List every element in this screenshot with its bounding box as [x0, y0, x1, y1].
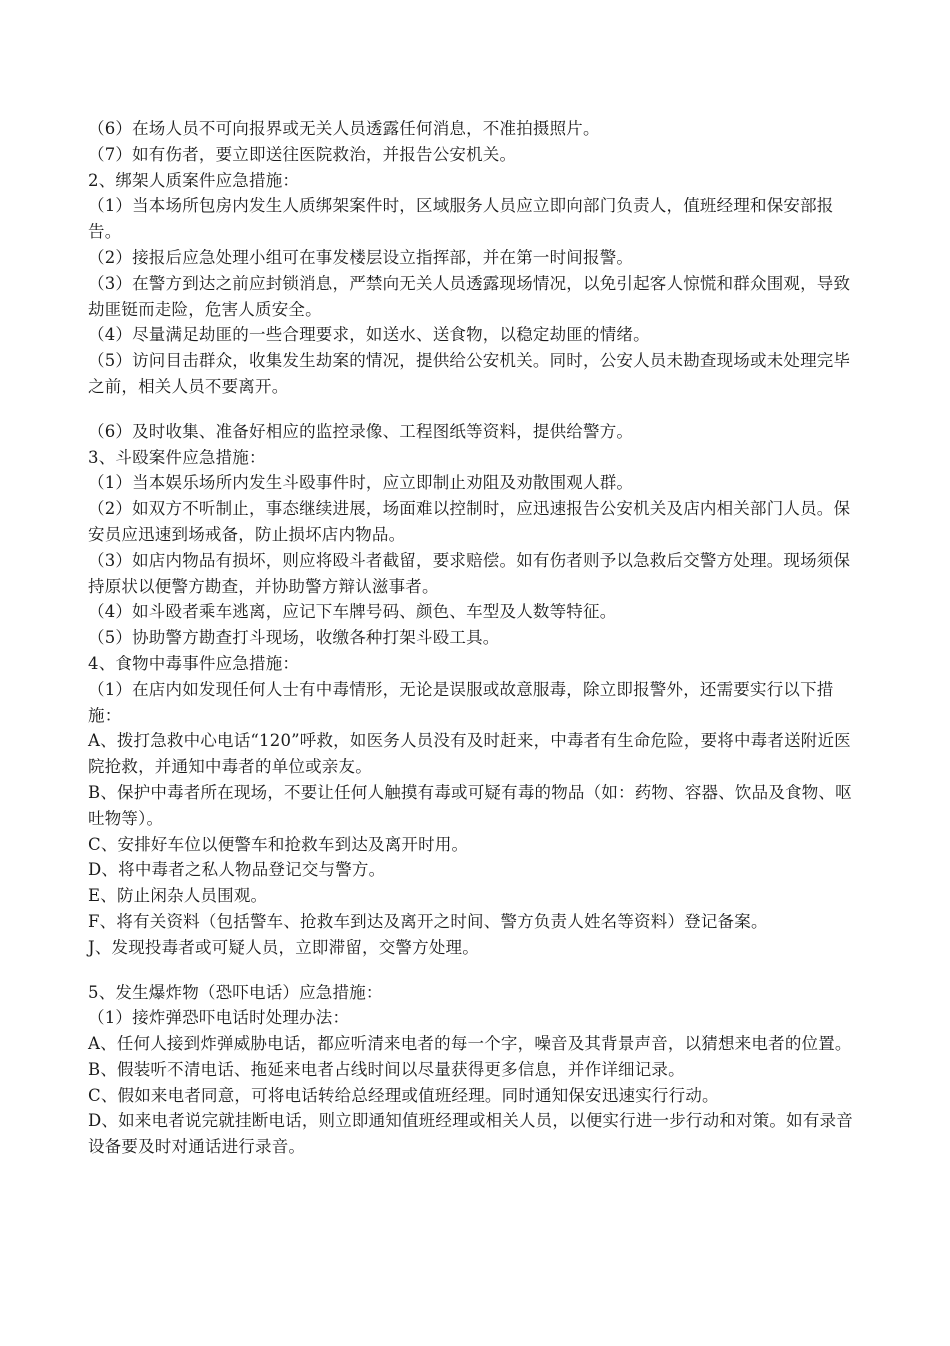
paragraph: B、假装听不清电话、拖延来电者占线时间以尽量获得更多信息，并作详细记录。 [88, 1059, 685, 1079]
blank-line [88, 961, 863, 980]
paragraph: B、保护中毒者所在现场，不要让任何人触摸有毒或可疑有毒的物品（如：药物、容器、饮品及食物、呕吐物等）。 [88, 782, 852, 828]
section-heading: 2、绑架人质案件应急措施： [88, 170, 300, 190]
paragraph: （3）如店内物品有损坏，则应将殴斗者截留，要求赔偿。如有伤者则予以急救后交警方处理。现场须保持原状以便警方勘查，并协助警方辩认滋事者。 [88, 550, 851, 596]
paragraph: D、如来电者说完就挂断电话，则立即通知值班经理或相关人员，以便实行进一步行动和对策。如有录音设备要及时对通话进行录音。 [88, 1111, 853, 1157]
paragraph: C、假如来电者同意，可将电话转给总经理或值班经理。同时通知保安迅速实行行动。 [88, 1085, 719, 1105]
paragraph: （4）如斗殴者乘车逃离，应记下车牌号码、颜色、车型及人数等特征。 [88, 602, 617, 622]
paragraph: （2）如双方不听制止，事态继续进展，场面难以控制时，应迅速报告公安机关及店内相关部门人员。保安员应迅速到场戒备，防止损坏店内物品。 [88, 499, 851, 544]
paragraph: （1）接炸弹恐吓电话时处理办法： [88, 1008, 350, 1028]
paragraph: （6）在场人员不可向报界或无关人员透露任何消息，不准拍摄照片。 [88, 119, 600, 138]
paragraph: J、发现投毒者或可疑人员，立即滞留，交警方处理。 [88, 937, 479, 957]
paragraph: E、防止闲杂人员围观。 [88, 886, 268, 906]
paragraph: A、拨打急救中心电话“120”呼救，如医务人员没有及时赶来，中毒者有生命危险，要将中毒者送附近医院抢救，并通知中毒者的单位或亲友。 [88, 731, 851, 777]
document-body [88, 116, 863, 1160]
paragraph: （7）如有伤者，要立即送往医院救治，并报告公安机关。 [88, 144, 517, 164]
paragraph: （1）当本场所包房内发生人质绑架案件时，区域服务人员应立即向部门负责人，值班经理和保安部报告。 [88, 196, 834, 242]
paragraph: C、安排好车位以便警车和抢救车到达及离开时用。 [88, 834, 469, 854]
paragraph: （4）尽量满足劫匪的一些合理要求，如送水、送食物，以稳定劫匪的情绪。 [88, 325, 650, 345]
section-heading: 3、斗殴案件应急措施： [88, 447, 266, 467]
paragraph: （1）当本娱乐场所内发生斗殴事件时，应立即制止劝阻及劝散围观人群。 [88, 473, 634, 493]
paragraph: （5）协助警方勘查打斗现场，收缴各种打架斗殴工具。 [88, 628, 500, 648]
paragraph: （5）访问目击群众，收集发生劫案的情况，提供给公安机关。同时，公安人员未勘查现场或未处理完毕之前，相关人员不要离开。 [88, 351, 851, 396]
paragraph: （2）接报后应急处理小组可在事发楼层设立指挥部，并在第一时间报警。 [88, 247, 634, 267]
paragraph: F、将有关资料（包括警车、抢救车到达及离开之时间、警方负责人姓名等资料）登记备案。 [88, 911, 768, 931]
section-heading: 5、发生爆炸物（恐吓电话）应急措施： [88, 982, 383, 1002]
paragraph: （1）在店内如发现任何人士有中毒情形，无论是误服或故意服毒，除立即报警外，还需要实行以下措施： [88, 679, 834, 725]
paragraph: （6）及时收集、准备好相应的监控录像、工程图纸等资料，提供给警方。 [88, 421, 634, 441]
blank-line [88, 400, 863, 419]
paragraph: A、任何人接到炸弹威胁电话，都应听清来电者的每一个字，噪音及其背景声音，以猜想来电者的位置。 [88, 1034, 852, 1054]
section-heading: 4、食物中毒事件应急措施： [88, 653, 300, 673]
paragraph: D、将中毒者之私人物品登记交与警方。 [88, 860, 386, 880]
paragraph: （3）在警方到达之前应封锁消息，严禁向无关人员透露现场情况，以免引起客人惊慌和群众围观，导致劫匪铤而走险，危害人质安全。 [88, 273, 851, 319]
